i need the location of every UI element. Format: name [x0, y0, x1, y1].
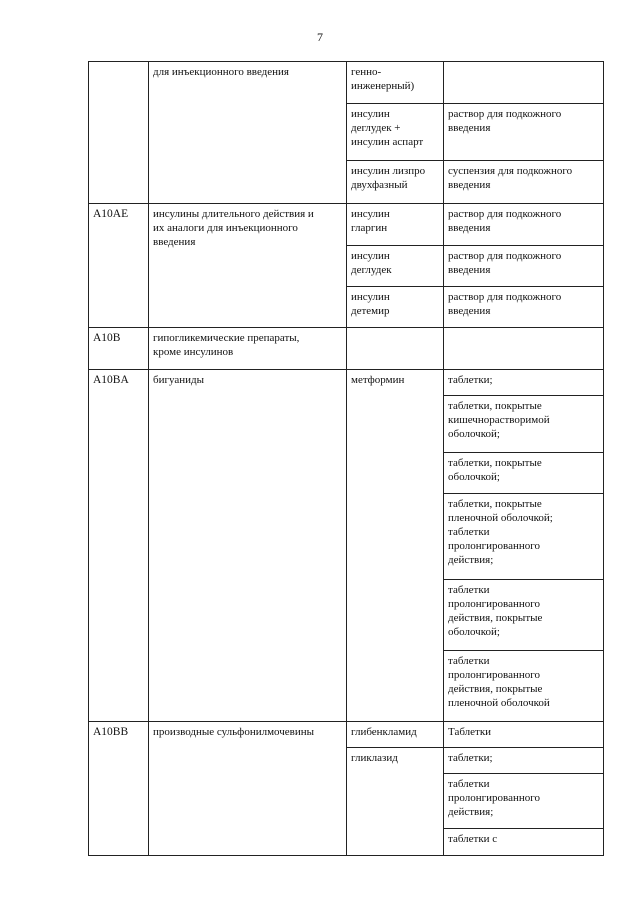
drug-name-cell [347, 246, 444, 287]
dosage-form-line: оболочкой; [448, 428, 500, 440]
dosage-form-cell [444, 204, 604, 246]
drug-name-cell [347, 722, 444, 748]
drug-name-line: инсулин [351, 250, 390, 262]
dosage-form-line: суспензия для подкожного [448, 165, 573, 177]
dosage-form-line: введения [448, 222, 491, 234]
atc-code-cell: A10BA [89, 370, 149, 722]
table-row [89, 62, 604, 104]
drug-name-line: инженерный) [351, 80, 415, 92]
dosage-form-cell [444, 651, 604, 722]
dosage-form-line: пролонгированного [448, 669, 540, 681]
drug-name-line: гликлазид [351, 752, 398, 764]
dosage-form-line: пролонгированного [448, 540, 540, 552]
dosage-form-line: введения [448, 264, 491, 276]
dosage-form-line: введения [448, 305, 491, 317]
drug-name-cell [347, 161, 444, 204]
group-name-cell [149, 62, 347, 204]
dosage-form-line: действия; [448, 554, 494, 566]
drug-name-cell [347, 370, 444, 722]
atc-code-cell: A10B [89, 328, 149, 370]
dosage-form-line: оболочкой; [448, 471, 500, 483]
group-name-line: их аналоги для инъекционного [153, 222, 298, 234]
dosage-form-cell [444, 748, 604, 774]
dosage-form-cell [444, 580, 604, 651]
dosage-form-cell [444, 453, 604, 494]
dosage-form-line: таблетки, покрытые [448, 400, 542, 412]
drug-classification-table [88, 61, 604, 856]
group-name-line: кроме инсулинов [153, 346, 234, 358]
dosage-form-line: Таблетки [448, 726, 492, 738]
group-name-cell [149, 370, 347, 722]
dosage-form-cell [444, 246, 604, 287]
group-name-line: введения [153, 236, 196, 248]
dosage-form-line: таблетки; [448, 374, 493, 386]
dosage-form-line: раствор для подкожного [448, 208, 562, 220]
group-name-cell [149, 722, 347, 856]
group-name-line: бигуаниды [153, 374, 204, 386]
drug-name-line: метформин [351, 374, 405, 386]
drug-name-line: инсулин [351, 291, 390, 303]
drug-name-line: глибенкламид [351, 726, 417, 738]
page-number: 7 [317, 30, 323, 44]
dosage-form-cell [444, 396, 604, 453]
atc-code-cell: A10BB [89, 722, 149, 856]
dosage-form-line: таблетки с [448, 833, 498, 845]
dosage-form-cell [444, 774, 604, 829]
drug-name-cell [347, 287, 444, 328]
dosage-form-cell [444, 161, 604, 204]
dosage-form-cell [444, 287, 604, 328]
dosage-form-line: действия, покрытые [448, 683, 543, 695]
drug-name-line: генно- [351, 66, 382, 78]
dosage-form-line: раствор для подкожного [448, 291, 562, 303]
dosage-form-cell [444, 328, 604, 370]
table-row [89, 722, 604, 748]
dosage-form-line: таблетки [448, 584, 490, 596]
dosage-form-line: кишечнорастворимой [448, 414, 550, 426]
group-name-line: инсулины длительного действия и [153, 208, 314, 220]
table-row [89, 370, 604, 396]
drug-name-line: двухфазный [351, 179, 408, 191]
dosage-form-cell [444, 829, 604, 856]
group-name-line: для инъекционного введения [153, 66, 289, 78]
atc-code-cell: A10AE [89, 204, 149, 328]
group-name-cell [149, 204, 347, 328]
group-name-cell [149, 328, 347, 370]
dosage-form-line: пролонгированного [448, 598, 540, 610]
drug-name-cell [347, 328, 444, 370]
dosage-form-line: таблетки, покрытые [448, 457, 542, 469]
drug-name-cell [347, 204, 444, 246]
dosage-form-line: действия, покрытые [448, 612, 543, 624]
dosage-form-line: пленочной оболочкой; [448, 512, 553, 524]
dosage-form-line: таблетки, покрытые [448, 498, 542, 510]
drug-name-line: инсулин [351, 208, 390, 220]
dosage-form-cell [444, 370, 604, 396]
dosage-form-line: таблетки [448, 526, 490, 538]
table-row [89, 204, 604, 246]
group-name-line: гипогликемические препараты, [153, 332, 300, 344]
dosage-form-line: раствор для подкожного [448, 108, 562, 120]
drug-name-cell [347, 104, 444, 161]
atc-code-cell [89, 62, 149, 204]
drug-name-line: инсулин лизпро [351, 165, 426, 177]
dosage-form-cell [444, 62, 604, 104]
dosage-form-cell [444, 494, 604, 580]
dosage-form-line: введения [448, 122, 491, 134]
table-row [89, 328, 604, 370]
dosage-form-line: пленочной оболочкой [448, 697, 550, 709]
dosage-form-line: таблетки [448, 778, 490, 790]
group-name-line: производные сульфонилмочевины [153, 726, 315, 738]
dosage-form-line: введения [448, 179, 491, 191]
drug-name-line: инсулин [351, 108, 390, 120]
drug-name-cell [347, 748, 444, 856]
dosage-form-line: таблетки [448, 655, 490, 667]
drug-name-cell [347, 62, 444, 104]
dosage-form-cell [444, 104, 604, 161]
dosage-form-line: раствор для подкожного [448, 250, 562, 262]
dosage-form-line: действия; [448, 806, 494, 818]
drug-name-line: инсулин аспарт [351, 136, 424, 148]
drug-name-line: деглудек + [351, 122, 401, 134]
drug-name-line: деглудек [351, 264, 392, 276]
drug-name-line: гларгин [351, 222, 388, 234]
drug-name-line: детемир [351, 305, 390, 317]
dosage-form-line: таблетки; [448, 752, 493, 764]
dosage-form-line: пролонгированного [448, 792, 540, 804]
dosage-form-cell [444, 722, 604, 748]
dosage-form-line: оболочкой; [448, 626, 500, 638]
